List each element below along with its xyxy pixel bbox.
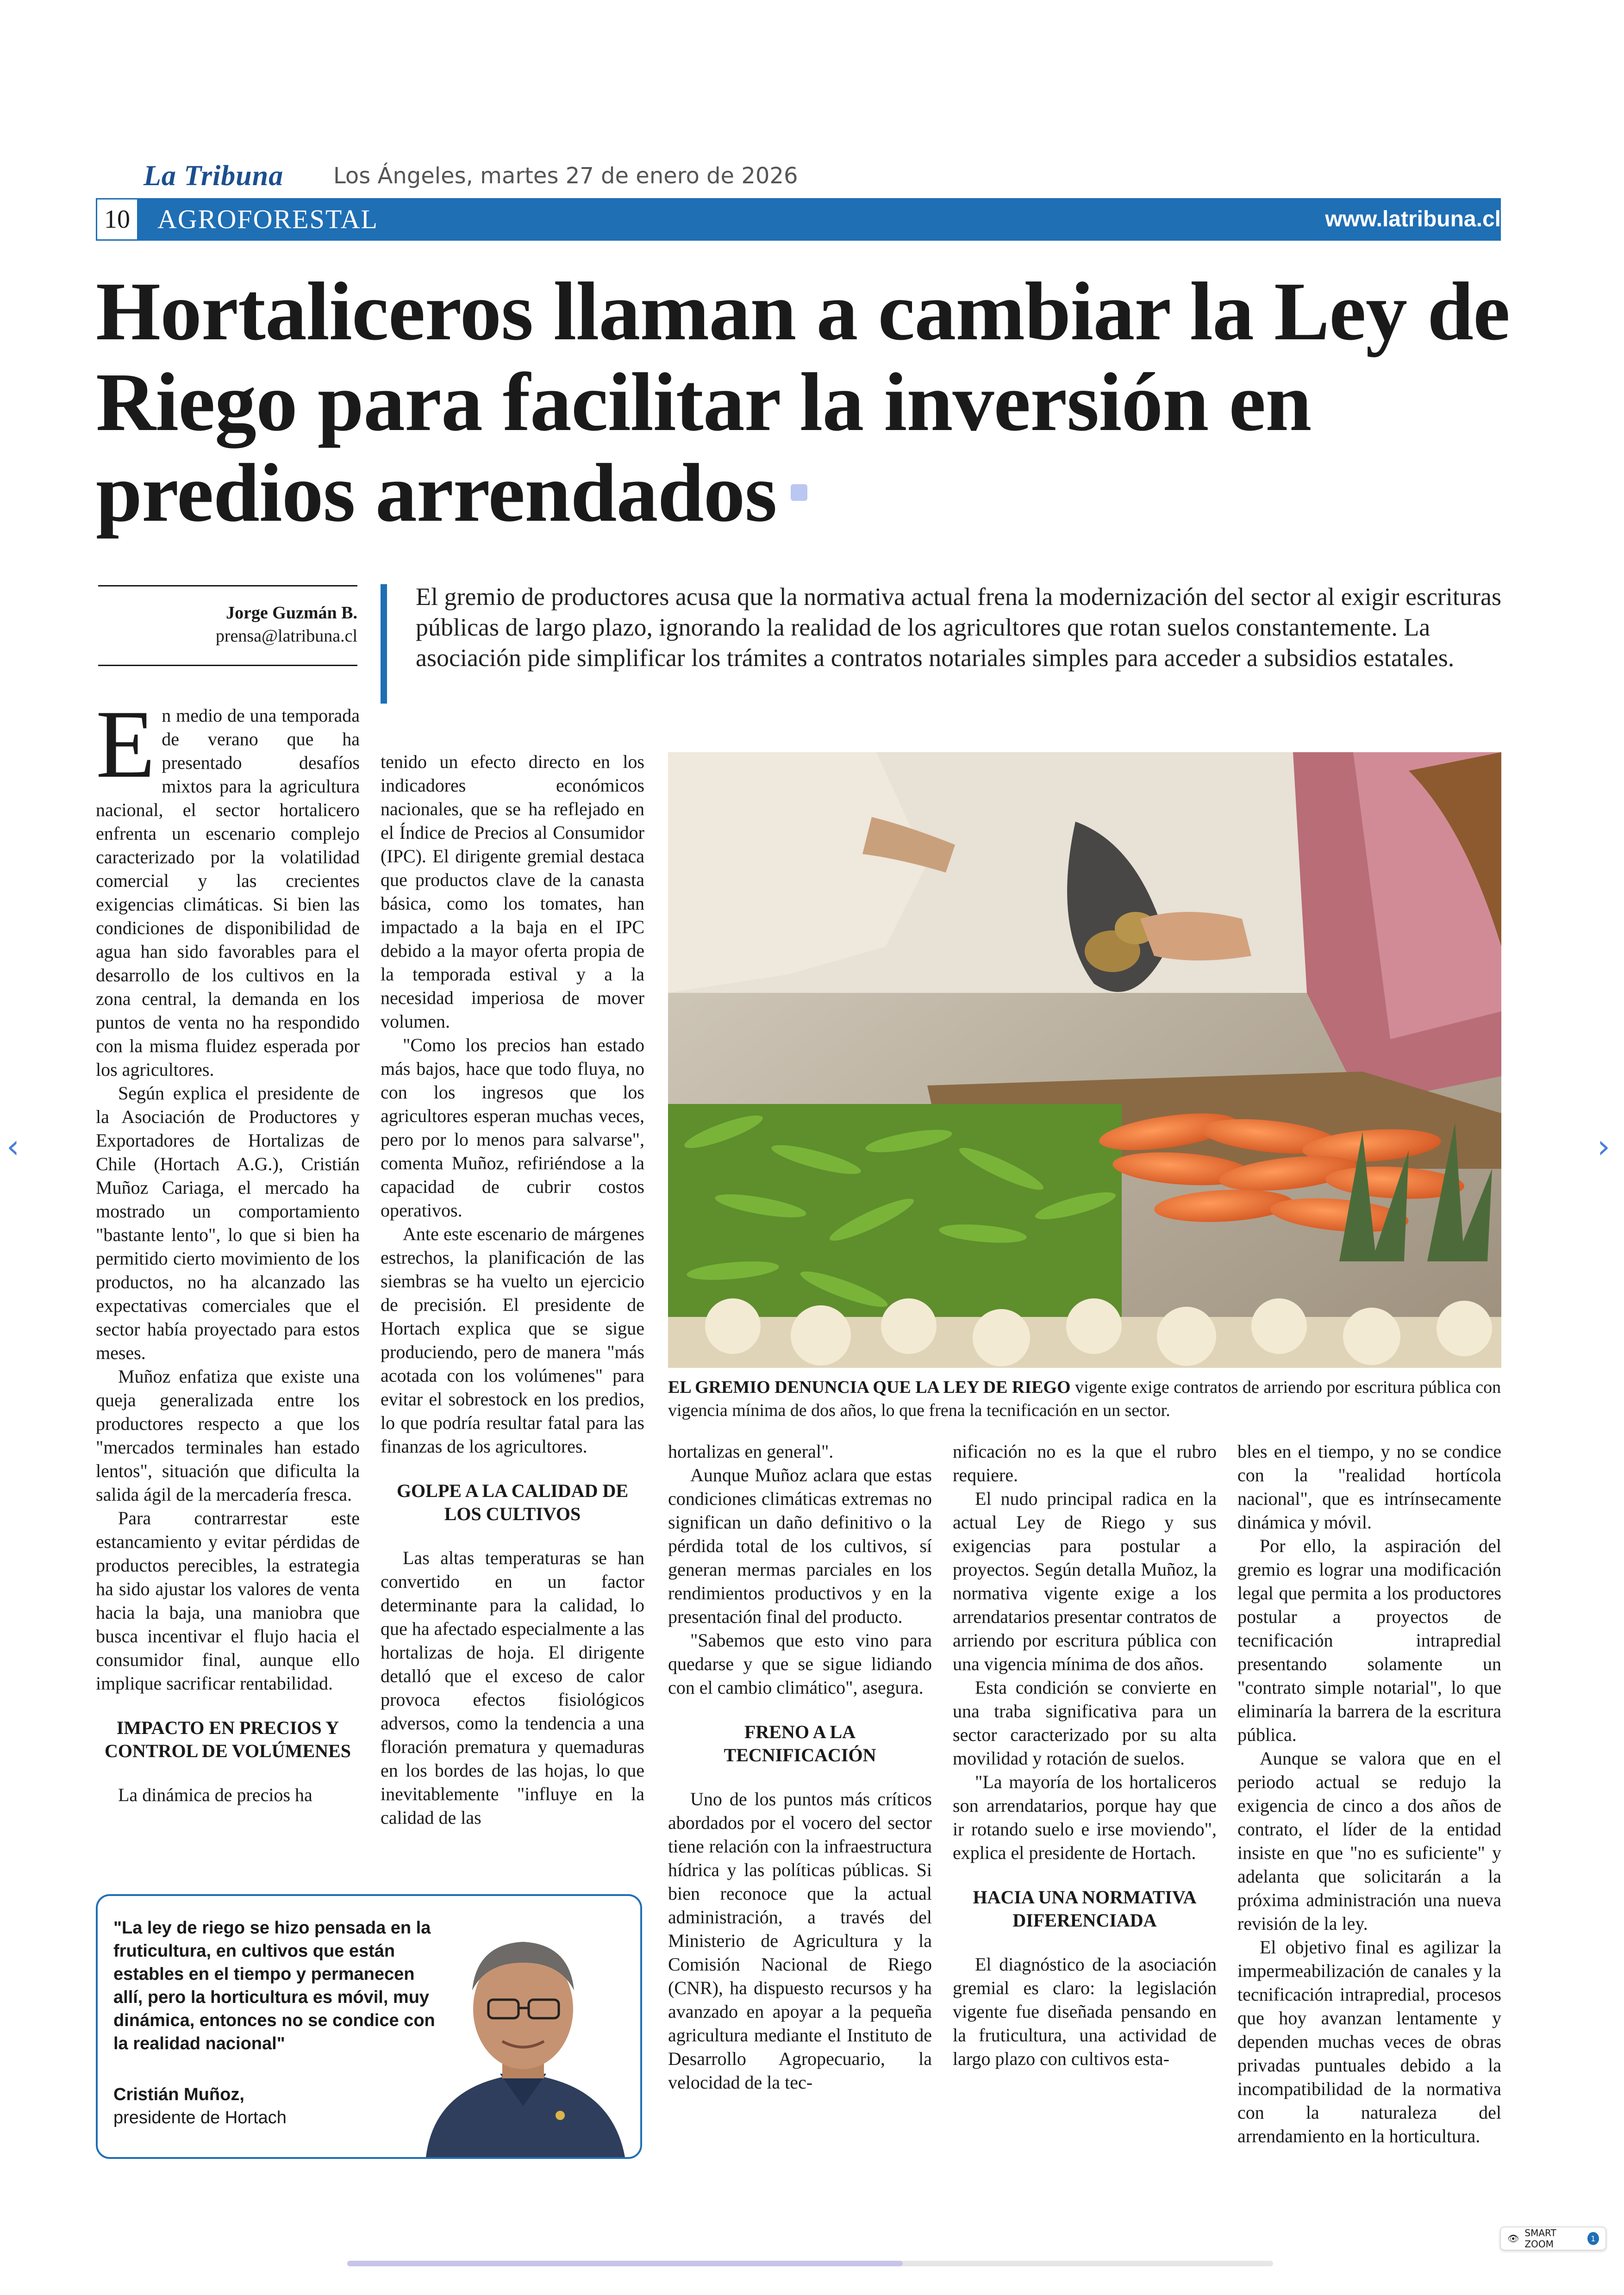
paragraph: El nudo principal radica en la actual Ley de Riego y sus exigencias para postular a proyectos. Según detalla Muñoz, la normativa vigente exige a los arrendatarios presentar contratos de arriendo por escritura pública con una vigencia mínima de dos años.: [953, 1488, 1217, 1674]
market-photo: [668, 752, 1501, 1368]
paragraph: tenido un efecto directo en los indicadores económicos nacionales, que se ha reflejado en el Índice de Precios al Consumidor (IPC). El dirigente gremial destaca que productos clave de la canasta básica, como los tomates, han impactado a la baja en el IPC debido a la mayor oferta propia de la temporada estival y a la necesidad imperiosa de mover volumen.: [381, 751, 644, 1032]
byline-divider: [98, 665, 357, 666]
article-column-2: [381, 750, 644, 1829]
subheading: HACIA UNA NORMATIVA DIFERENCIADA: [973, 1887, 1197, 1931]
author-name: Jorge Guzmán B.: [226, 603, 357, 623]
note-icon[interactable]: [791, 484, 807, 501]
photo-caption: [668, 1376, 1501, 1422]
chevron-left-icon[interactable]: ‹: [6, 1128, 19, 1166]
smart-zoom-label: SMART ZOOM: [1524, 2227, 1556, 2250]
paragraph: nificación no es la que el rubro requiere.: [953, 1441, 1217, 1485]
scrollbar-thumb[interactable]: [347, 2261, 903, 2266]
edition-date: Los Ángeles, martes 27 de enero de 2026: [333, 163, 798, 189]
website-url[interactable]: www.latribuna.cl: [1325, 207, 1501, 231]
subheading: IMPACTO EN PRECIOS Y CONTROL DE VOLÚMENES: [105, 1717, 351, 1761]
article-lead: El gremio de productores acusa que la normativa actual frena la modernización del sector al exigir escrituras públicas de largo plazo, ignorando la realidad de los agricultores que rotan suelos constantemente. La asociación pide simplificar los trámites a contratos notariales simples para acceder a subsidios estatales.: [416, 583, 1501, 672]
article-column-5: [1237, 1440, 1501, 2148]
headline-text: Hortaliceros llaman a cambiar la Ley de Riego para facilitar la inversión en predios arrendados: [96, 265, 1510, 539]
drop-cap: E: [96, 691, 156, 798]
paragraph: Muñoz enfatiza que existe una queja generalizada entre los productores respecto a que los "mercados terminales han estado lentos", situación que dificulta la salida ágil de la mercadería fresca.: [96, 1366, 360, 1505]
paragraph: "La mayoría de los hortaliceros son arrendatarios, porque hay que ir rotando suelo e irse moviendo", explica el presidente de Hortach.: [953, 1771, 1217, 1863]
paragraph: Uno de los puntos más críticos abordados por el vocero del sector tiene relación con la infraestructura hídrica y las políticas públicas. Si bien reconoce que la actual administración, a través del Ministerio de Agricultura y la Comisión Nacional de Riego (CNR), ha dispuesto recursos y ha avanzado en apoyar a la pequeña agricultura mediante el Instituto de Desarrollo Agropecuario, la velocidad de la tec-: [668, 1789, 932, 2093]
paragraph: bles en el tiempo, y no se condice con la "realidad hortícola nacional", que es intrínsecamente dinámica y móvil.: [1237, 1441, 1501, 1533]
paragraph: El diagnóstico de la asociación gremial es claro: la legislación vigente fue diseñada pensando en la fruticultura, una actividad de largo plazo con cultivos esta-: [953, 1954, 1217, 2069]
caption-text: vigente exige contratos de arriendo por escritura pública con vigencia mínima de dos años, lo que frena la tecnificación en un sector.: [668, 1378, 1501, 1420]
pull-quote: "La ley de riego se hizo pensada en la fruticultura, en cultivos que están estables en el tiempo y permanecen allí, pero la horticultura es móvil, muy dinámica, entonces no se condice con la realidad nacional": [113, 1918, 435, 2053]
paragraph: Para contrarrestar este estancamiento y evitar pérdidas de productos perecibles, la estrategia ha sido ajustar los valores de venta hacia la baja, una maniobra que busca incentivar el flujo hacia el consumidor final, aunque ello implique sacrificar rentabilidad.: [96, 1508, 360, 1694]
author-email: prensa@latribuna.cl: [215, 626, 357, 646]
chevron-right-icon[interactable]: ›: [1597, 1128, 1610, 1166]
paragraph: Aunque Muñoz aclara que estas condiciones climáticas extremas no significan un daño definitivo o la pérdida total de los cultivos, sí generan mermas parciales en los rendimientos productivos y en la presentación final del producto.: [668, 1465, 932, 1627]
article-column-3: [668, 1440, 932, 2094]
newspaper-logo: La Tribuna: [144, 160, 284, 192]
subheading: FRENO A LA TECNIFICACIÓN: [724, 1721, 876, 1765]
quote-author-name: Cristián Muñoz,: [113, 2085, 244, 2104]
paragraph: Las altas temperaturas se han convertido en un factor determinante para la calidad, lo que ha afectado especialmente a las hortalizas de hoja. El dirigente detalló que el exceso de calor provoca efectos fisiológicos adversos, como la tendencia a una floración prematura y quemaduras en los bordes de las hojas, lo que inevitablemente "influye en la calidad de las: [381, 1547, 644, 1828]
quote-author-role: presidente de Hortach: [113, 2108, 287, 2127]
paragraph: [96, 691, 360, 1081]
quote-attribution: [113, 2083, 287, 2129]
section-name: AGROFORESTAL: [157, 204, 378, 234]
article-column-1: [96, 691, 360, 1807]
paragraph: Aunque se valora que en el periodo actual se redujo la exigencia de cinco a dos años de contrato, el líder de la entidad insiste en que "no es suficiente" y adelanta que solicitarán a la próxima administración una nueva revisión de la ley.: [1237, 1748, 1501, 1934]
paragraph: Esta condición se convierte en una traba significativa para un sector caracterizado por su alta movilidad y rotación de suelos.: [953, 1677, 1217, 1769]
paragraph: "Sabemos que esto vino para quedarse y que se sigue lidiando con el cambio climático", asegura.: [668, 1630, 932, 1698]
page-number: 10: [96, 198, 138, 241]
smart-zoom-badge: 1: [1587, 2232, 1599, 2245]
paragraph: hortalizas en general".: [668, 1441, 834, 1462]
paragraph: La dinámica de precios ha: [118, 1784, 312, 1805]
byline: [98, 585, 357, 648]
paragraph: Según explica el presidente de la Asociación de Productores y Exportadores de Hortalizas de Chile (Hortach A.G.), Cristián Muñoz Cariaga, el mercado ha mostrado un comportamiento "bastante lento", lo que si bien ha permitido cierto movimiento de los productos, no ha alcanzado las expectativas comerciales que el sector había proyectado para estos meses.: [96, 1083, 360, 1363]
smart-zoom-button[interactable]: [1500, 2226, 1606, 2251]
paragraph: Ante este escenario de márgenes estrechos, la planificación de las siembras se ha vuelto un ejercicio de precisión. El presidente de Hortach explica que se sigue produciendo, pero de manera "más acotada con los volúmenes" para evitar el sobrestock en los predios, lo que podría resultar fatal para las finanzas de los agricultores.: [381, 1223, 644, 1457]
eye-icon: 👁: [1507, 2233, 1519, 2244]
subheading: GOLPE A LA CALIDAD DE LOS CULTIVOS: [396, 1480, 629, 1524]
paragraph: El objetivo final es agilizar la impermeabilización de canales y la tecnificación intrapredial, procesos que hoy avanzan lentamente y dependen muchas veces de obras privadas puntuales debido a la incompatibilidad de la normativa con la naturaleza del arrendamiento en la horticultura.: [1237, 1937, 1501, 2146]
lead-accent-bar: [381, 584, 387, 704]
caption-lead: EL GREMIO DENUNCIA QUE LA LEY DE RIEGO: [668, 1378, 1071, 1397]
article-headline: [96, 266, 1512, 538]
paragraph: Por ello, la aspiración del gremio es lograr una modificación legal que permita a los productores postular a proyectos de tecnificación intrapredial presentando solamente un "contrato simple notarial", lo que eliminaría la barrera de la escritura pública.: [1237, 1535, 1501, 1745]
portrait-photo: [407, 1898, 639, 2157]
paragraph: "Como los precios han estado más bajos, hace que todo fluya, no con los ingresos que los agricultores esperan muchas veces, pero por lo menos para salvarse", comenta Muñoz, refiriéndose a la capacidad de cubrir costos operativos.: [381, 1035, 644, 1221]
paragraph-text: n medio de una temporada de verano que ha presentado desafíos mixtos para la agricultura nacional, el sector hortalicero enfrenta un escenario complejo caracterizado por la volatilidad comercial y las crecientes exigencias climáticas. Si bien las condiciones de disponibilidad de agua han sido favorables para el desarrollo de los cultivos en la zona central, la demanda en los puntos de venta no ha respondido con la misma fluidez esperada por los agricultores.: [96, 705, 360, 1080]
article-column-4: [953, 1440, 1217, 2070]
